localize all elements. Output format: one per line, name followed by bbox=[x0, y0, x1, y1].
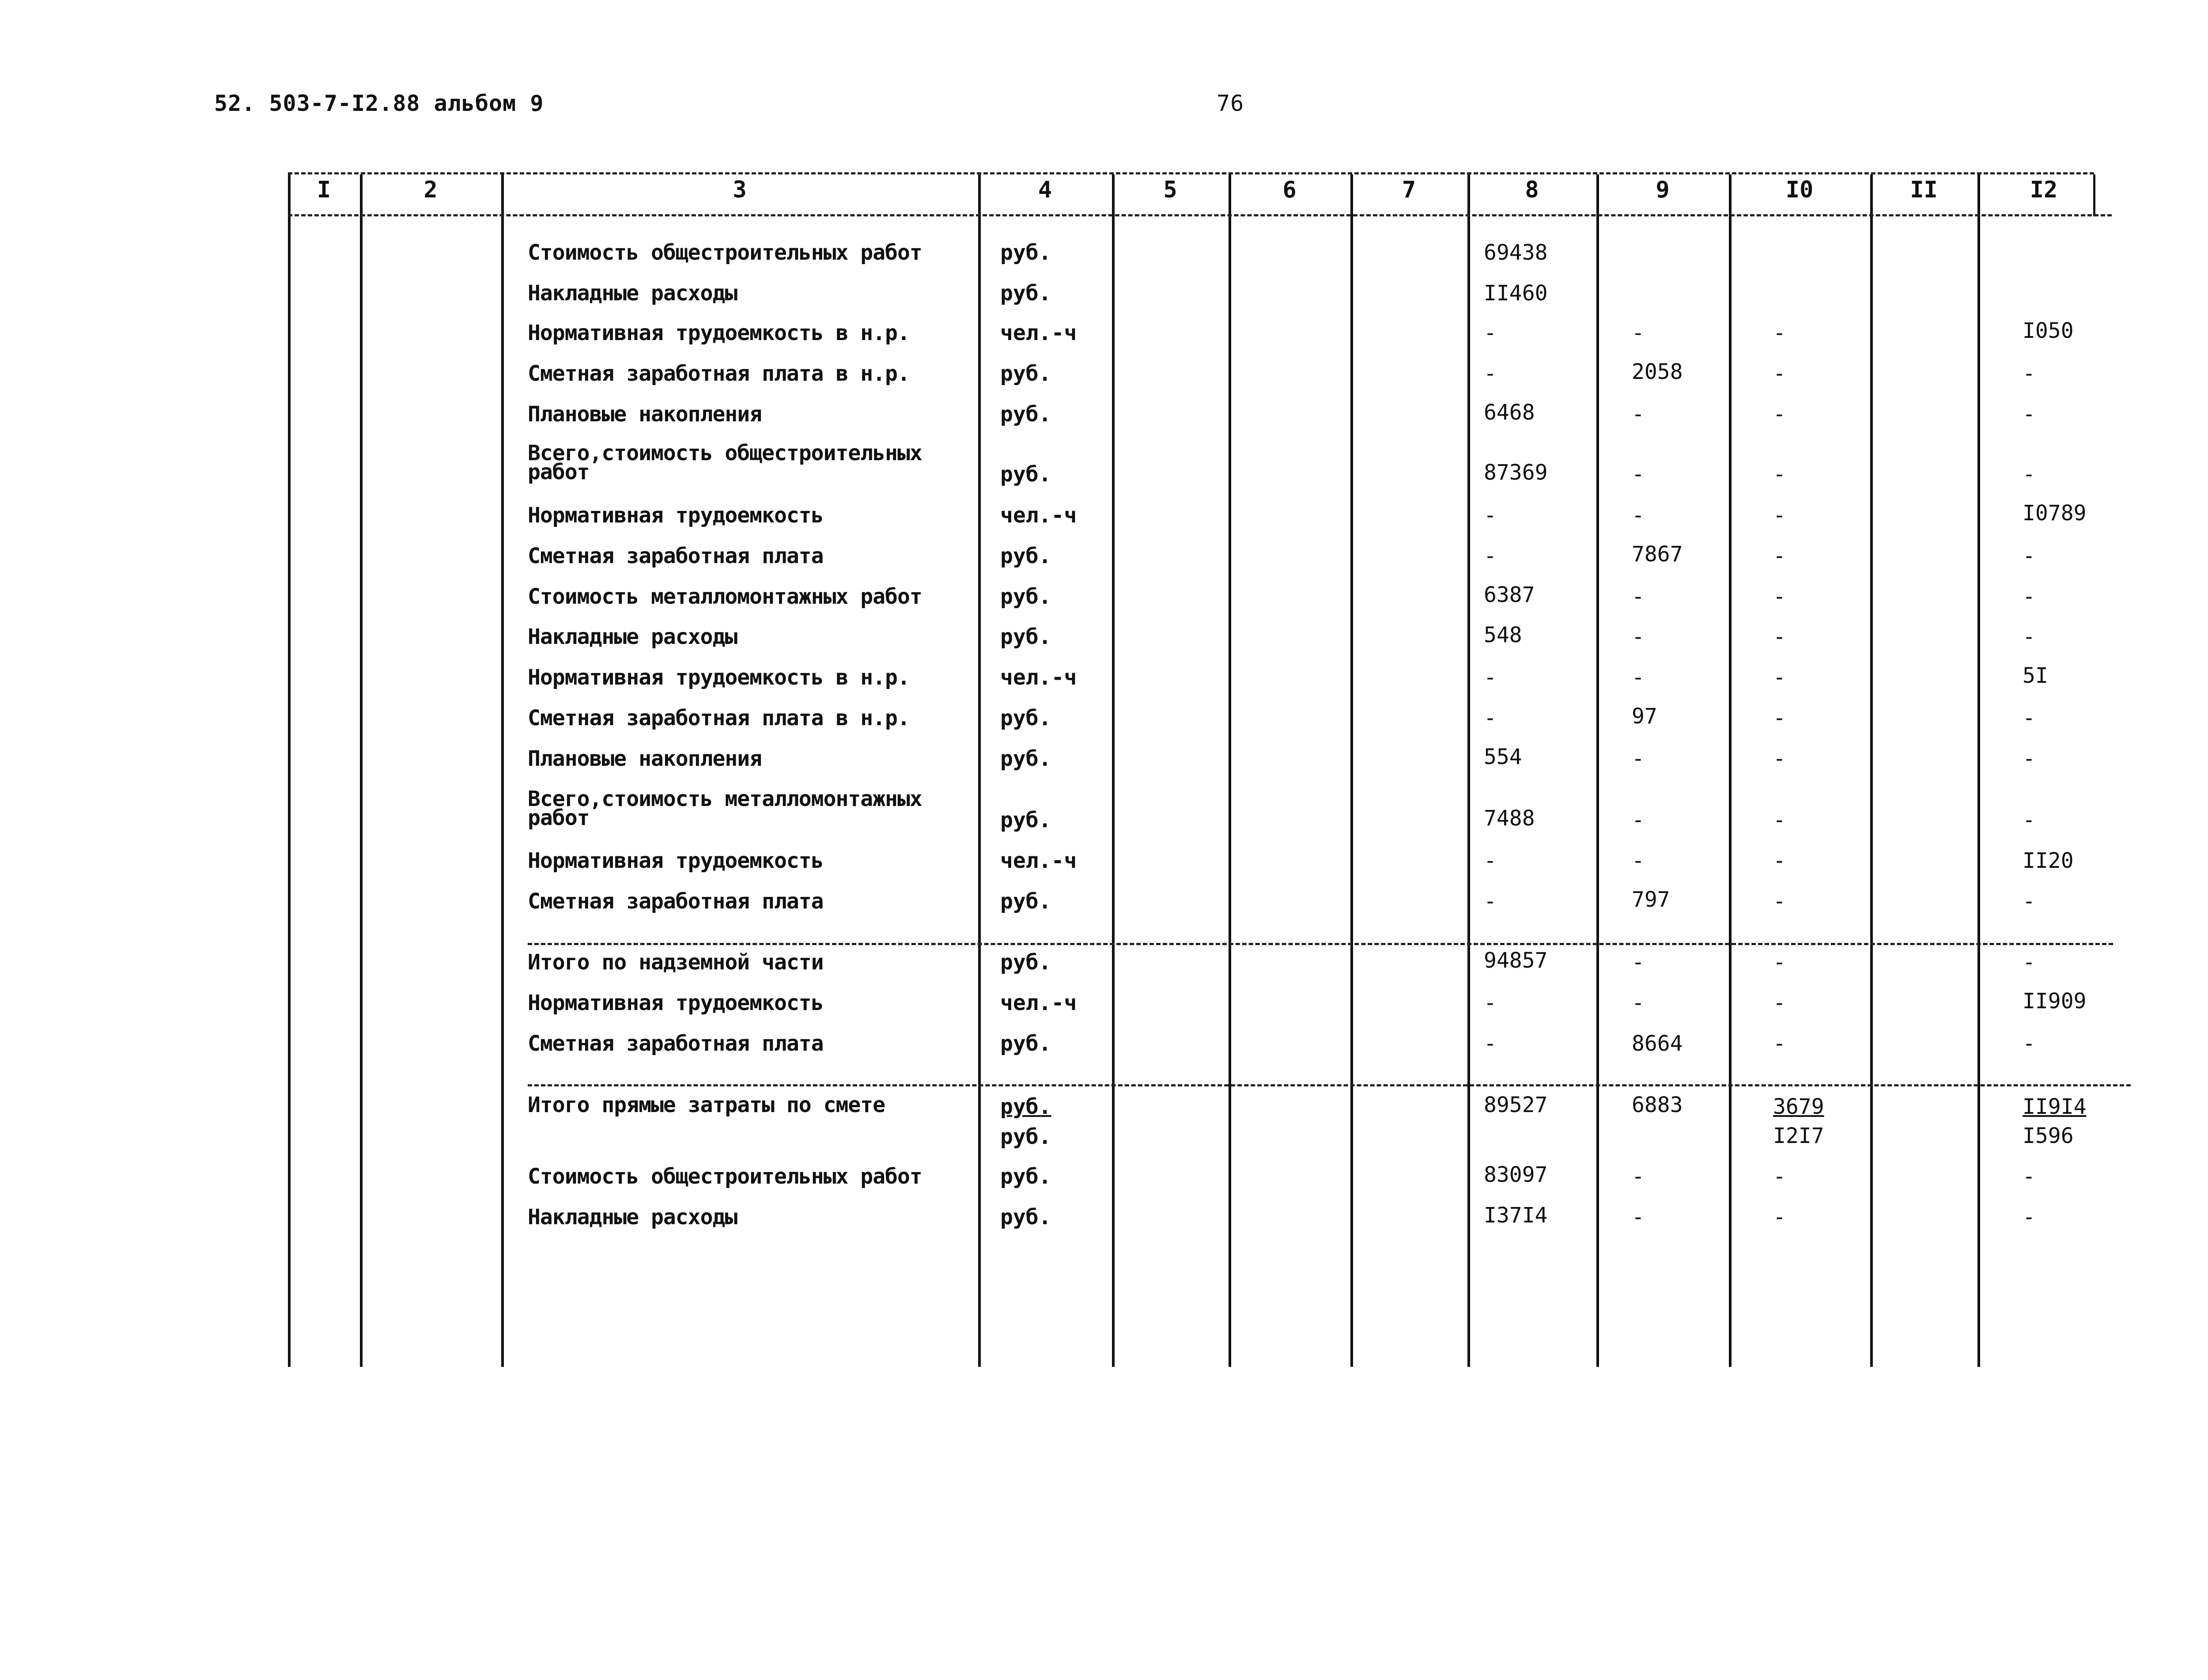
row-col10: - bbox=[1773, 462, 1786, 487]
row-col9: 97 bbox=[1632, 704, 1657, 729]
row-col8: 548 bbox=[1484, 623, 1522, 647]
row-col8: 6387 bbox=[1484, 583, 1535, 607]
row-col8: 87369 bbox=[1484, 460, 1548, 485]
row-col12: - bbox=[2023, 402, 2035, 427]
row-unit: руб. bbox=[1000, 462, 1051, 487]
row-col8: - bbox=[1484, 321, 1497, 345]
row-col10: - bbox=[1773, 402, 1786, 427]
row-col12: - bbox=[2023, 950, 2035, 975]
row-col9: 8664 bbox=[1632, 1031, 1683, 1056]
row-col12: - bbox=[2023, 746, 2035, 771]
column-number: 4 bbox=[1038, 177, 1052, 203]
row-label: Сметная заработная плата bbox=[528, 889, 824, 914]
row-col12: - bbox=[2023, 361, 2035, 386]
row-label: Итого по надземной части bbox=[528, 950, 824, 975]
row-col9: - bbox=[1632, 1164, 1645, 1189]
row-unit: чел.-ч bbox=[1000, 665, 1077, 690]
row-col8: - bbox=[1484, 706, 1497, 730]
row-label: Накладные расходы bbox=[528, 1205, 737, 1230]
row-unit: руб. bbox=[1000, 706, 1051, 730]
document-code: 52. 503-7-I2.88 альбом 9 bbox=[214, 91, 544, 116]
row-col9: 797 bbox=[1632, 887, 1670, 912]
row-unit: руб. bbox=[1000, 281, 1051, 306]
row-col10: - bbox=[1773, 746, 1786, 771]
row-col12: - bbox=[2023, 808, 2035, 832]
row-unit: руб. bbox=[1000, 1031, 1051, 1056]
row-col10: - bbox=[1773, 321, 1786, 345]
row-col8: 6468 bbox=[1484, 400, 1535, 425]
row-col9: - bbox=[1632, 624, 1645, 649]
row-col9: - bbox=[1632, 950, 1645, 975]
row-unit: руб. bbox=[1000, 544, 1051, 568]
row-unit: чел.-ч bbox=[1000, 503, 1077, 528]
page-number: 76 bbox=[1217, 91, 1244, 116]
row-unit: чел.-ч bbox=[1000, 321, 1077, 345]
row-col8: 69438 bbox=[1484, 240, 1548, 265]
row-label: Нормативная трудоемкость bbox=[528, 503, 824, 528]
row-unit: руб. bbox=[1000, 240, 1051, 265]
row-unit: руб. bbox=[1000, 889, 1051, 914]
row-unit: руб. bbox=[1000, 746, 1051, 771]
row-col8: - bbox=[1484, 848, 1497, 873]
row-label: Нормативная трудоемкость bbox=[528, 848, 824, 873]
row-col10: - bbox=[1773, 889, 1786, 914]
row-label: Накладные расходы bbox=[528, 624, 737, 649]
row-label: Стоимость общестроительных работ bbox=[528, 1164, 922, 1189]
row-label: Всего,стоимость металломонтажных работ bbox=[528, 787, 922, 831]
row-col8: 554 bbox=[1484, 745, 1522, 769]
row-unit-secondary: руб. bbox=[1000, 1124, 1051, 1149]
row-label: Стоимость общестроительных работ bbox=[528, 240, 922, 265]
row-label: Сметная заработная плата в н.р. bbox=[528, 706, 910, 730]
row-col9: - bbox=[1632, 321, 1645, 345]
row-label: Итого прямые затраты по смете bbox=[528, 1093, 885, 1117]
row-col10: - bbox=[1773, 544, 1786, 568]
row-col8: - bbox=[1484, 1031, 1497, 1056]
row-unit: чел.-ч bbox=[1000, 991, 1077, 1015]
row-col10: - bbox=[1773, 665, 1786, 690]
row-col10: - bbox=[1773, 624, 1786, 649]
row-unit: руб. bbox=[1000, 1164, 1051, 1189]
row-unit: руб. bbox=[1000, 361, 1051, 386]
row-label: Плановые накопления bbox=[528, 746, 762, 771]
row-label: Плановые накопления bbox=[528, 402, 762, 427]
row-col12: - bbox=[2023, 706, 2035, 730]
row-label: Нормативная трудоемкость bbox=[528, 991, 824, 1015]
row-unit: руб. bbox=[1000, 808, 1051, 832]
column-number: I bbox=[317, 177, 331, 203]
row-col12: II909 bbox=[2023, 989, 2087, 1014]
row-col9: - bbox=[1632, 991, 1645, 1015]
row-col9: - bbox=[1632, 1205, 1645, 1230]
row-col8: 94857 bbox=[1484, 948, 1548, 973]
row-col10: - bbox=[1773, 808, 1786, 832]
row-col8: - bbox=[1484, 503, 1497, 528]
row-col10: - bbox=[1773, 584, 1786, 609]
row-col10-secondary: I2I7 bbox=[1773, 1124, 1824, 1148]
row-col9: - bbox=[1632, 665, 1645, 690]
row-col8: 7488 bbox=[1484, 806, 1535, 831]
row-col9: - bbox=[1632, 462, 1645, 487]
row-col10: - bbox=[1773, 1031, 1786, 1056]
column-number: 6 bbox=[1282, 177, 1297, 203]
row-col10: - bbox=[1773, 503, 1786, 528]
row-col12: - bbox=[2023, 544, 2035, 568]
row-unit: руб. bbox=[1000, 950, 1051, 975]
row-col9: - bbox=[1632, 503, 1645, 528]
row-col12: I0789 bbox=[2023, 501, 2087, 526]
row-unit: руб. bbox=[1000, 402, 1051, 427]
row-label: Нормативная трудоемкость в н.р. bbox=[528, 321, 910, 345]
row-col8: - bbox=[1484, 665, 1497, 690]
row-col8: 83097 bbox=[1484, 1162, 1548, 1187]
column-number: 7 bbox=[1402, 177, 1416, 203]
row-unit: руб. bbox=[1000, 624, 1051, 649]
row-label: Нормативная трудоемкость в н.р. bbox=[528, 665, 910, 690]
row-col8: I37I4 bbox=[1484, 1203, 1548, 1228]
row-col12: - bbox=[2023, 1205, 2035, 1230]
row-col8: - bbox=[1484, 889, 1497, 914]
row-col12: - bbox=[2023, 1164, 2035, 1189]
column-number: 8 bbox=[1525, 177, 1539, 203]
row-col12-secondary: I596 bbox=[2023, 1124, 2074, 1148]
row-col10: 3679 bbox=[1773, 1094, 1824, 1119]
row-col8: - bbox=[1484, 361, 1497, 386]
row-col10: - bbox=[1773, 1205, 1786, 1230]
row-col9: - bbox=[1632, 584, 1645, 609]
row-label: Сметная заработная плата bbox=[528, 1031, 824, 1056]
row-label: Стоимость металломонтажных работ bbox=[528, 584, 922, 609]
row-label: Накладные расходы bbox=[528, 281, 737, 306]
row-col9: 7867 bbox=[1632, 542, 1683, 567]
row-col9: 6883 bbox=[1632, 1093, 1683, 1117]
row-col9: - bbox=[1632, 746, 1645, 771]
row-col10: - bbox=[1773, 1164, 1786, 1189]
row-col8: II460 bbox=[1484, 281, 1548, 306]
column-number: 2 bbox=[423, 177, 438, 203]
row-col12: - bbox=[2023, 1031, 2035, 1056]
row-unit: чел.-ч bbox=[1000, 848, 1077, 873]
column-number: 5 bbox=[1163, 177, 1177, 203]
column-number: 9 bbox=[1656, 177, 1670, 203]
column-number: II bbox=[1910, 177, 1938, 203]
row-label: Сметная заработная плата в н.р. bbox=[528, 361, 910, 386]
row-col10: - bbox=[1773, 848, 1786, 873]
row-col12: II9I4 bbox=[2023, 1094, 2087, 1119]
row-col12: - bbox=[2023, 462, 2035, 487]
row-col12: - bbox=[2023, 584, 2035, 609]
row-col12: I050 bbox=[2023, 318, 2074, 343]
row-unit: руб. bbox=[1000, 1205, 1051, 1230]
row-col8: - bbox=[1484, 991, 1497, 1015]
row-col12: II20 bbox=[2023, 848, 2074, 873]
row-label: Сметная заработная плата bbox=[528, 544, 824, 568]
row-col8: - bbox=[1484, 544, 1497, 568]
row-col9: - bbox=[1632, 808, 1645, 832]
row-unit: руб. bbox=[1000, 584, 1051, 609]
row-col9: - bbox=[1632, 402, 1645, 427]
column-number: I2 bbox=[2030, 177, 2058, 203]
column-number: I0 bbox=[1785, 177, 1814, 203]
row-label: Всего,стоимость общестроительных работ bbox=[528, 441, 922, 485]
row-col8: 89527 bbox=[1484, 1093, 1548, 1117]
row-col10: - bbox=[1773, 706, 1786, 730]
row-col10: - bbox=[1773, 950, 1786, 975]
row-col12: 5I bbox=[2023, 663, 2048, 688]
row-col10: - bbox=[1773, 361, 1786, 386]
row-col9: 2058 bbox=[1632, 359, 1683, 384]
row-col10: - bbox=[1773, 991, 1786, 1015]
row-unit: руб. bbox=[1000, 1094, 1051, 1119]
row-col12: - bbox=[2023, 624, 2035, 649]
row-col9: - bbox=[1632, 848, 1645, 873]
column-number: 3 bbox=[733, 177, 747, 203]
row-col12: - bbox=[2023, 889, 2035, 914]
